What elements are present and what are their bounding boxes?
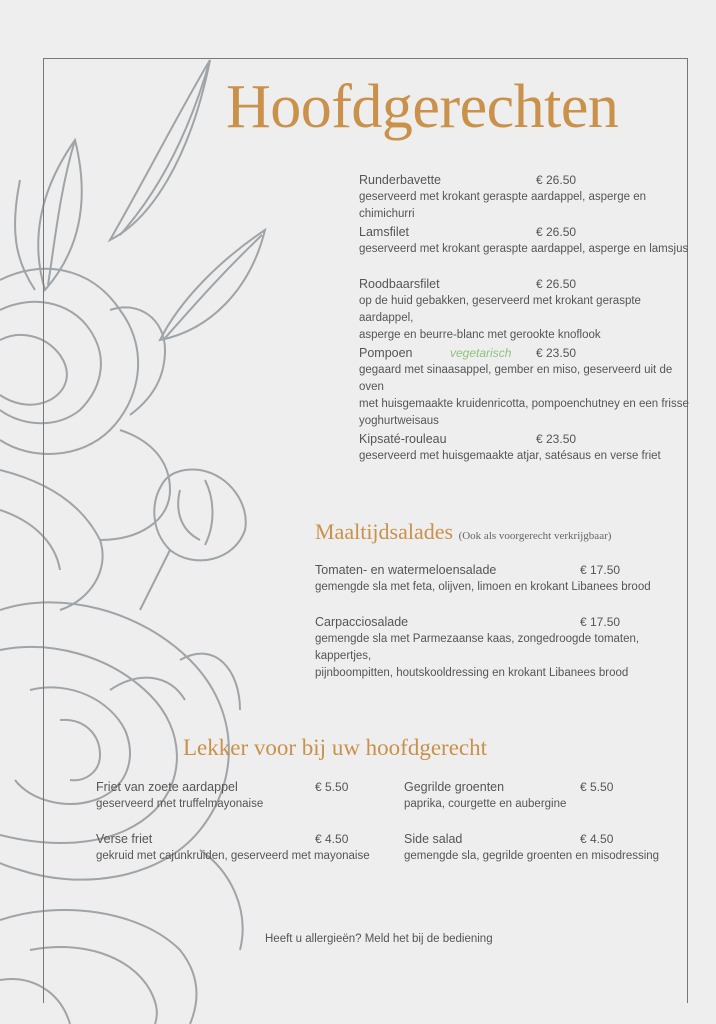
dish-price: € 26.50: [536, 277, 577, 291]
dish-price: € 4.50: [580, 832, 614, 846]
menu-item: [359, 224, 689, 258]
section-title-sides: Lekker voor bij uw hoofdgerecht: [183, 735, 488, 760]
dish-description: gemengde sla, gegrilde groenten en misodressing: [404, 850, 660, 862]
dish-name: Lamsfilet: [359, 225, 410, 239]
menu-item: [359, 431, 689, 465]
dish-price: € 26.50: [536, 173, 577, 187]
menu-item: [315, 562, 685, 596]
dish-price: € 17.50: [580, 563, 621, 577]
dish-description: gegaard met sinaasappel, gember en miso, geserveerd uit de oven: [359, 364, 673, 393]
dish-name: Verse friet: [96, 832, 153, 846]
allergy-notice: Heeft u allergieën? Meld het bij de bediening: [265, 933, 493, 945]
dish-price: € 26.50: [536, 225, 577, 239]
vegetarian-tag: vegetarisch: [450, 346, 512, 360]
dish-description: geserveerd met truffelmayonaise: [96, 798, 264, 810]
dish-description: op de huid gebakken, geserveerd met krokant geraspte aardappel,: [359, 295, 641, 324]
dish-price: € 5.50: [315, 780, 349, 794]
dish-price: € 4.50: [315, 832, 349, 846]
dish-name: Carpacciosalade: [315, 615, 409, 629]
dish-price: € 23.50: [536, 432, 577, 446]
dish-name: Roodbaarsfilet: [359, 277, 440, 291]
dish-name: Friet van zoete aardappel: [96, 780, 238, 794]
salads-subtitle: (Ook als voorgerecht verkrijgbaar): [458, 530, 612, 542]
menu-item: [404, 831, 684, 865]
dish-name: Runderbavette: [359, 173, 442, 187]
dish-description: geserveerd met huisgemaakte atjar, satésaus en verse friet: [359, 450, 661, 462]
page-title: Hoofdgerechten: [226, 73, 619, 141]
dish-description: geserveerd met krokant geraspte aardappel, asperge en chimichurri: [359, 191, 647, 220]
dish-description: met huisgemaakte kruidenricotta, pompoenchutney en een frisse: [359, 398, 689, 410]
dish-description: gemengde sla met Parmezaanse kaas, zongedroogde tomaten, kappertjes,: [315, 633, 640, 662]
dish-name: Gegrilde groenten: [404, 780, 505, 794]
dish-description: pijnboompitten, houtskooldressing en krokant Libanees brood: [315, 667, 629, 679]
dish-description: gekruid met cajunkruiden, geserveerd met mayonaise: [96, 850, 370, 862]
dish-price: € 5.50: [580, 780, 614, 794]
dish-price: € 23.50: [536, 346, 577, 360]
dish-description: yoghurtweisaus: [359, 415, 439, 427]
dish-price: € 17.50: [580, 615, 621, 629]
dish-name: Pompoen: [359, 346, 413, 360]
dish-name: Tomaten- en watermeloensalade: [315, 563, 497, 577]
section-title-salads: [315, 519, 611, 545]
dish-description: gemengde sla met feta, olijven, limoen en krokant Libanees brood: [315, 581, 651, 593]
dish-description: asperge en beurre-blanc met gerookte knoflook: [359, 329, 601, 341]
menu-item: [404, 779, 684, 813]
dish-description: geserveerd met krokant geraspte aardappel, asperge en lamsjus: [359, 243, 689, 255]
menu-item: [359, 276, 689, 344]
dish-name: Kipsaté-rouleau: [359, 432, 447, 446]
menu-item: [315, 614, 685, 682]
menu-item: [359, 345, 689, 430]
dish-name: Side salad: [404, 832, 463, 846]
menu-item: [359, 172, 689, 223]
dish-description: paprika, courgette en aubergine: [404, 798, 567, 810]
salads-title: Maaltijdsalades: [315, 519, 454, 544]
